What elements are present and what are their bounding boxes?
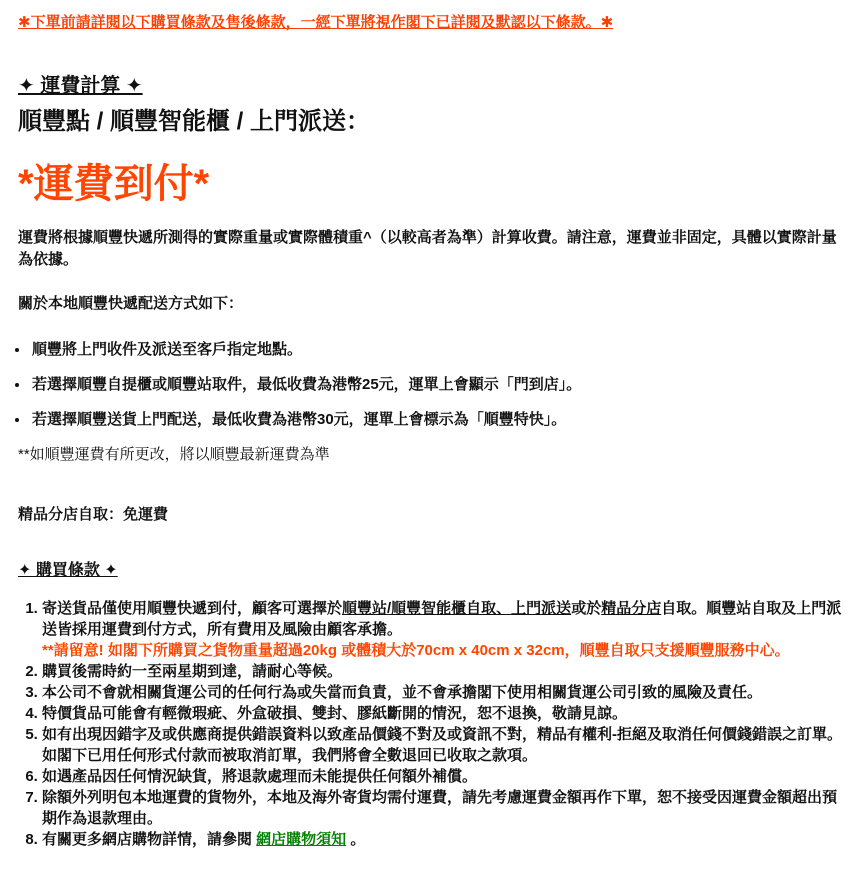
term-1-text: 寄送貨品僅使用順豐快遞到付，顧客可選擇於 bbox=[42, 599, 343, 617]
freight-collect-highlight: *運費到付* bbox=[18, 162, 210, 207]
term-item-8 bbox=[42, 829, 843, 850]
term-item-3: 3. 本公司不會就相關貨運公司的任何行為或失當而負責，並不會承擔閣下使用相關貨運公司引致的風險及責任。 bbox=[42, 682, 843, 703]
store-guide-link[interactable]: 網店購物須知 bbox=[256, 830, 347, 848]
delivery-methods-label: 關於本地順豐快遞配送方式如下： bbox=[18, 295, 244, 313]
pre-order-notice: ✱下單前請詳閱以下購買條款及售後條款，一經下單將視作閣下已詳閱及默認以下條款。✱ bbox=[18, 14, 614, 31]
delivery-methods-subheading: 順豐點 / 順豐智能櫃 / 上門派送： bbox=[18, 108, 371, 135]
term-8-text: 有關更多網店購物詳情，請參閱 bbox=[42, 830, 257, 848]
term-1-underlined-methods: 順豐站/順豐智能櫃自取、上門派送 bbox=[342, 599, 572, 617]
term-item-6: 6. 如遇產品因任何情況缺貨，將退款處理而未能提供任何額外補償。 bbox=[42, 766, 843, 787]
oversize-warning: **請留意! 如閣下所購買之貨物重量超過20kg 或體積大於70cm x 40cm x 32cm，順豐自取只支援順豐服務中心。 bbox=[42, 641, 790, 659]
list-item: • 若選擇順豐自提櫃或順豐站取件，最低收費為港幣25元，運單上會顯示「門到店」。 bbox=[30, 374, 843, 395]
shipping-fee-intro: 運費將根據順豐快遞所測得的實際重量或實際體積重^（以較高者為準）計算收費。請注意，運費並非固定，具體以實際計量為依據。 bbox=[18, 229, 837, 269]
term-1-underlined-store: 精品分店 bbox=[601, 599, 662, 617]
list-item: • 若選擇順豐送貨上門配送，最低收費為港幣30元，運單上會標示為「順豐特快」。 bbox=[30, 409, 843, 430]
purchase-terms-list bbox=[18, 598, 843, 850]
term-item-2: 2. 購買後需時約一至兩星期到達，請耐心等候。 bbox=[42, 661, 843, 682]
term-item-4: 4. 特價貨品可能會有輕微瑕疵、外盒破損、雙封、膠紙斷開的情況，恕不退換，敬請見諒。 bbox=[42, 703, 843, 724]
list-item: • 順豐將上門收件及派送至客戶指定地點。 bbox=[30, 339, 843, 360]
term-item-7: 7. 除額外列明包本地運費的貨物外，本地及海外寄貨均需付運費，請先考慮運費金額再作下單，恕不接受因運費金額超出預期作為退款理由。 bbox=[42, 787, 843, 829]
delivery-methods-list bbox=[18, 339, 843, 430]
term-item-1 bbox=[42, 598, 843, 661]
term-1-text: 或於 bbox=[571, 599, 602, 617]
purchase-terms-heading: ✦ 購買條款 ✦ bbox=[18, 562, 118, 580]
fee-change-note: **如順豐運費有所更改，將以順豐最新運費為準 bbox=[18, 446, 330, 464]
shipping-fee-section-heading: ✦ 運費計算 ✦ bbox=[18, 75, 143, 97]
term-1-text: 自取。順豐站自取及上門派送皆採用運費到付方式，所有費用及風險由顧客承擔。 bbox=[42, 599, 842, 638]
term-item-5: 5. 如有出現因錯字及或供應商提供錯誤資料以致產品價錢不對及或資訊不對，精品有權利-拒絕及取消任何價錢錯誤之訂單。如閣下已用任何形式付款而被取消訂單，我們將會全數退回已收取之款項。 bbox=[42, 724, 843, 766]
store-pickup-free-label: 精品分店自取：免運費 bbox=[18, 506, 169, 524]
term-8-text: 。 bbox=[346, 830, 366, 848]
